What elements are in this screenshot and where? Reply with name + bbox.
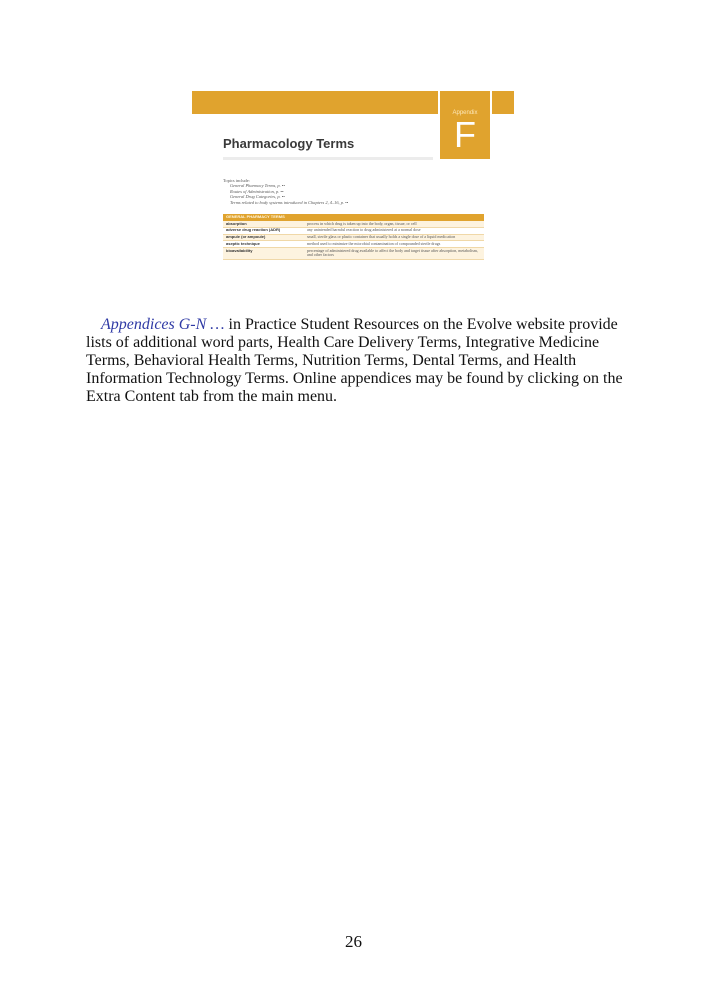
term-cell: aseptic technique [223, 241, 304, 248]
body-text: in Practice Student Resources on the Evolve website provide lists of additional word parts, Health Care Delivery Terms, Integrative Medicine Terms, Behavioral Health Terms, Nutrition Terms, Dental Terms, and Health Information Technology Terms. Online appendices may be found by clicking on the Extra Content tab from the main menu. [86, 316, 623, 405]
topic-item: General Drug Categories, p. •• [230, 194, 285, 200]
body-paragraph [86, 316, 626, 406]
definition-cell: small, sterile glass or plastic container that usually holds a single dose of a liquid medication [304, 234, 484, 241]
table-row [223, 234, 484, 241]
definition-cell: process in which drug is taken up into the body, organ, tissue, or cell [304, 221, 484, 227]
appendices-link[interactable]: Appendices G-N … [101, 316, 225, 333]
appendix-f-image [192, 91, 514, 283]
appendix-label: Appendix [452, 110, 478, 116]
table-header: GENERAL PHARMACY TERMS [223, 214, 484, 221]
page-number: 26 [345, 932, 362, 951]
definition-cell: any unintended harmful reaction to drug administered at a normal dose [304, 227, 484, 234]
table-row [223, 241, 484, 248]
definition-cell: percentage of administered drug available to affect the body and target tissue after absorption, metabolism, and other factors [304, 248, 484, 259]
topics-heading: Topics include: [223, 178, 250, 183]
topics-list [223, 178, 348, 205]
topic-item: General Pharmacy Terms, p. •• [230, 183, 285, 189]
definition-cell: method used to minimize the microbial contamination of compounded sterile drugs [304, 241, 484, 248]
topic-item: Terms related to body systems introduced in Chapters 2, 4–16, p. •• [230, 199, 349, 205]
appendix-title: Pharmacology Terms [223, 136, 355, 151]
terms-table [223, 214, 484, 260]
appendix-letter: F [454, 114, 476, 155]
term-cell: bioavailability [223, 248, 304, 259]
appendix-letter-box [438, 91, 492, 159]
table-row [223, 248, 484, 259]
title-rule [223, 157, 433, 160]
term-cell: absorption [223, 221, 304, 227]
term-cell: ampule (or ampoule) [223, 234, 304, 241]
topic-item: Routes of Administration, p. •• [230, 188, 284, 194]
table-row [223, 227, 484, 234]
term-cell: adverse drug reaction (ADR) [223, 227, 304, 234]
